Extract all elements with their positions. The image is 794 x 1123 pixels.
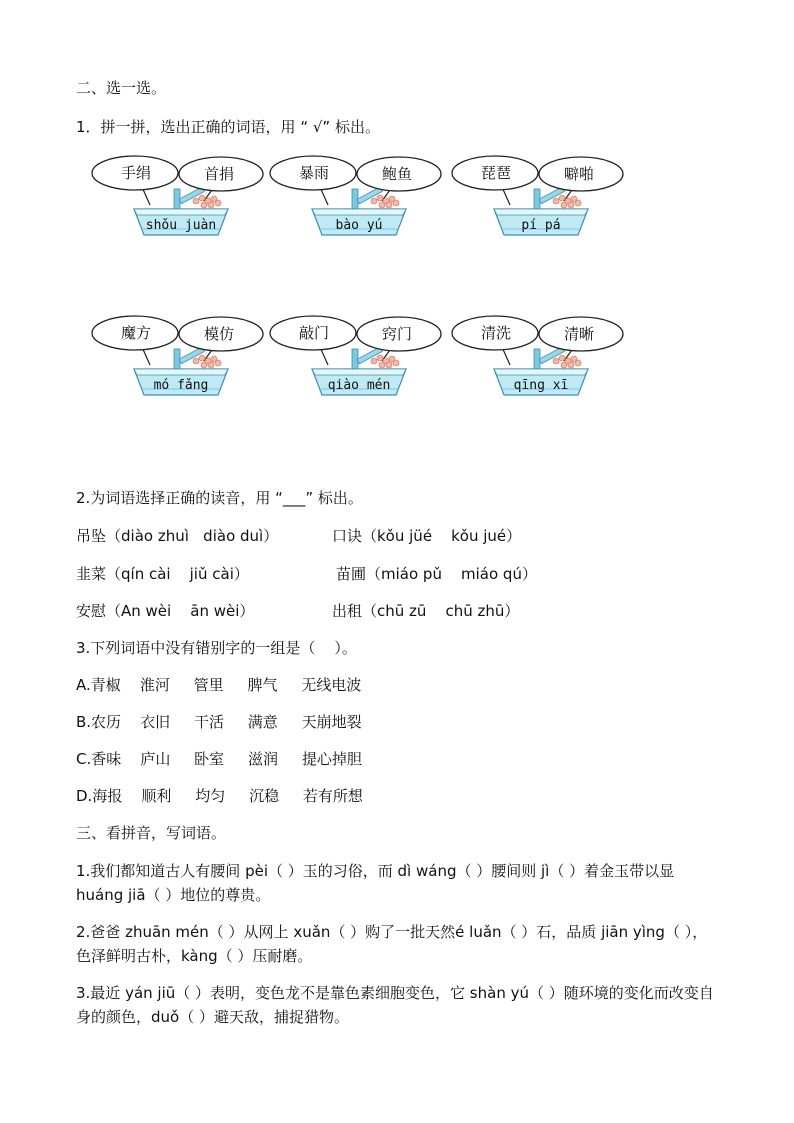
pronunciation-item[interactable]: 韭菜（qín cài jiǔ cài） [76, 565, 249, 583]
boat-illustration [452, 315, 627, 399]
pronunciation-item[interactable]: 吊坠（diào zhuì diào duì） [76, 527, 279, 545]
boat-item [92, 315, 267, 399]
answer-option[interactable]: D.海报 顺利 均匀 沉稳 若有所想 [76, 787, 363, 805]
boat-illustration [270, 315, 445, 399]
bubble-word: 暴雨 [299, 164, 330, 182]
bubble-word: 琵琶 [481, 164, 512, 182]
question-title: 2.为词语选择正确的读音，用 “___” 标出。 [76, 489, 363, 507]
section-title: 三、看拼音，写词语。 [76, 824, 227, 842]
boat-illustration [92, 315, 267, 399]
bubble-word: 模仿 [204, 325, 235, 343]
boat-pinyin: shǒu juàn [145, 218, 217, 233]
boat-illustration [452, 155, 627, 239]
answer-option[interactable]: C.香味 庐山 卧室 滋润 提心掉胆 [76, 750, 362, 768]
boat-pinyin: mó fǎng [153, 378, 209, 393]
fill-in-paragraph[interactable]: 2.爸爸 zhuān mén（ ）从网上 xuǎn（ ）购了一批天然é luǎn（ ）石，品质 jiān yìng（ ），色泽鲜明古朴，kàng（ ）压耐磨。 [76, 923, 708, 965]
boat-pinyin: bào yú [335, 218, 383, 233]
pronunciation-item[interactable]: 口诀（kǒu jüé kǒu jué） [332, 527, 522, 545]
bubble-word: 清洗 [481, 324, 512, 342]
boat-illustration [92, 155, 267, 239]
bubble-word: 清晰 [564, 325, 595, 343]
boat-item [270, 315, 445, 399]
boat-pinyin: qiào mén [327, 378, 391, 393]
boat-pinyin: pí pá [521, 218, 561, 233]
boat-item [92, 155, 267, 239]
boat-item [452, 315, 627, 399]
boat-pinyin: qīng xī [513, 378, 569, 393]
pronunciation-item[interactable]: 安慰（An wèi ān wèi） [76, 602, 255, 620]
bubble-word: 窍门 [382, 325, 413, 343]
bubble-word: 敲门 [299, 324, 330, 342]
answer-option[interactable]: B.农历 衣旧 干活 满意 天崩地裂 [76, 713, 362, 731]
fill-in-paragraph[interactable]: 3.最近 yán jiū（ ）表明，变色龙不是靠色素细胞变色，它 shàn yú（ ）随环境的变化而改变自身的颜色，duǒ（ ）避天敌，捕捉猎物。 [76, 984, 714, 1026]
pronunciation-item[interactable]: 出租（chū zū chū zhū） [332, 602, 520, 620]
section-title: 二、选一选。 [76, 79, 167, 97]
fill-in-paragraph[interactable]: 1.我们都知道古人有腰间 pèi（ ）玉的习俗，而 dì wáng（ ）腰间则 jì（ ）着金玉带以显 huáng jiā（ ）地位的尊贵。 [76, 862, 675, 904]
bubble-word: 魔方 [121, 324, 152, 342]
boat-illustration [270, 155, 445, 239]
bubble-word: 首捐 [204, 165, 235, 183]
boat-item [270, 155, 445, 239]
question-title: 3.下列词语中没有错别字的一组是（ ）。 [76, 639, 357, 657]
pronunciation-item[interactable]: 苗圃（miáo pǔ miáo qú） [336, 565, 537, 583]
bubble-word: 手绢 [121, 164, 152, 182]
question-title: 1．拼一拼，选出正确的词语，用 “ √” 标出。 [76, 118, 380, 136]
bubble-word: 鲍鱼 [382, 165, 413, 183]
bubble-word: 噼啪 [564, 165, 595, 183]
boat-item [452, 155, 627, 239]
answer-option[interactable]: A.青椒 淮河 管里 脾气 无线电波 [76, 676, 362, 694]
